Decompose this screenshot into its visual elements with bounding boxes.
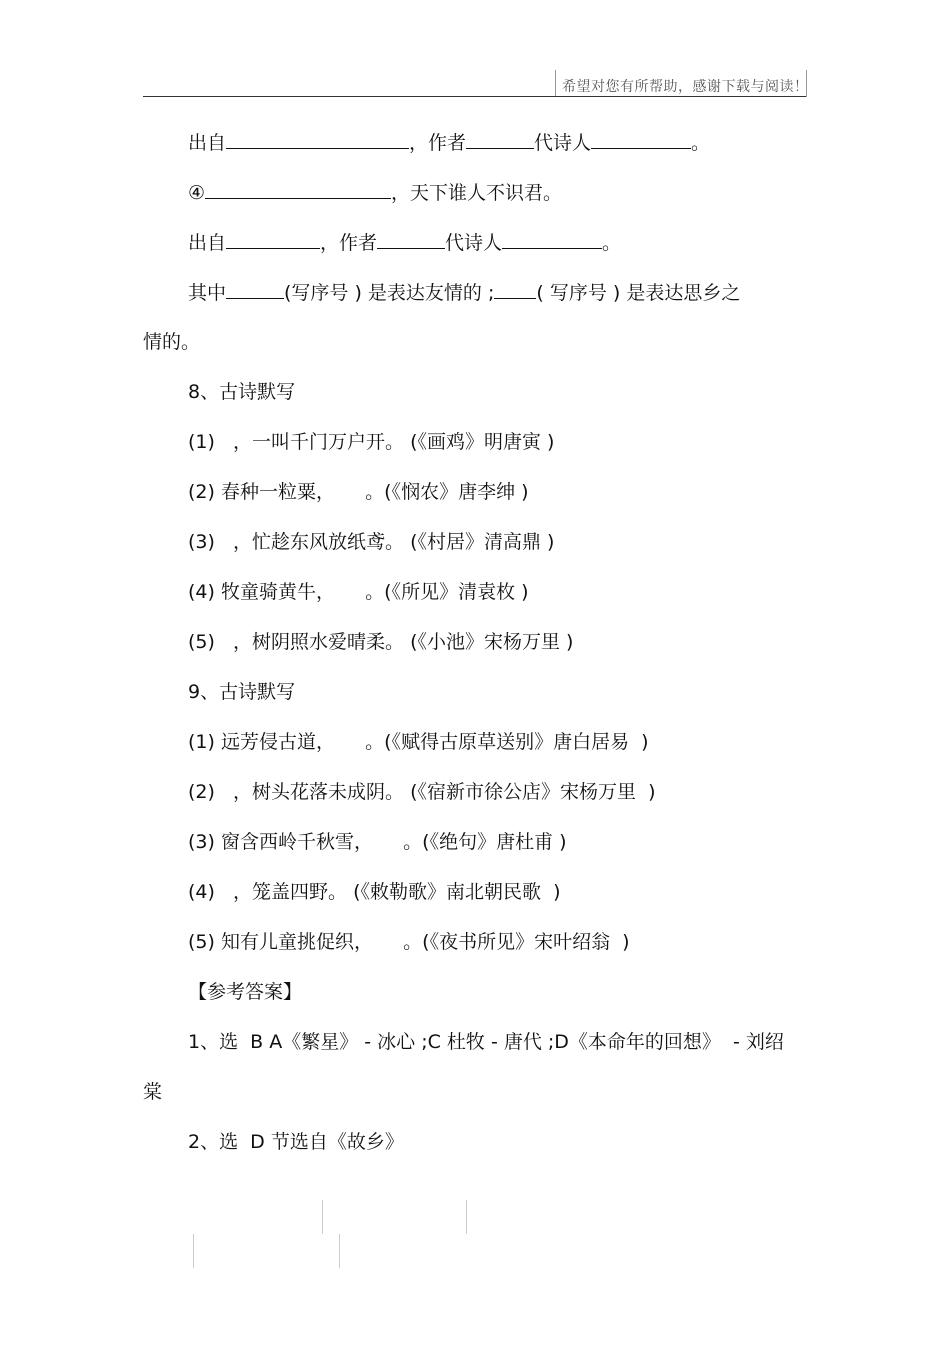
fill-line-4-b: (写序号 ) 是表达友情的 ;	[284, 282, 495, 304]
blank	[494, 280, 536, 299]
section8-item-1: (1) ，一叫千门万户开。 (《画鸡》明唐寅 )	[188, 431, 555, 453]
section8-title: 8、古诗默写	[188, 381, 296, 403]
fill-line-4-a: 其中	[188, 282, 227, 304]
fill-line-4-c: ( 写序号 ) 是表达思乡之	[536, 282, 741, 304]
blank	[502, 230, 602, 249]
fill-line-1-a: 出自	[188, 132, 227, 154]
fill-line-1	[188, 130, 710, 155]
answer-1-line-2: 棠	[143, 1081, 163, 1103]
fill-line-4	[188, 280, 740, 305]
fill-line-3-d: 。	[602, 232, 622, 254]
fill-line-2-a: ④	[188, 182, 206, 204]
header-rule	[143, 96, 806, 97]
fill-line-2-b: ，天下谁人不识君。	[391, 182, 563, 204]
blank	[377, 230, 445, 249]
decorative-line	[322, 1200, 323, 1234]
fill-line-1-d: 。	[691, 132, 711, 154]
section8-item-5: (5) ，树阴照水爱晴柔。 (《小池》宋杨万里 )	[188, 631, 574, 653]
answer-2: 2、选 D 节选自《故乡》	[188, 1131, 404, 1153]
fill-line-3-a: 出自	[188, 232, 227, 254]
fill-line-2	[188, 180, 562, 205]
blank	[591, 130, 691, 149]
fill-line-1-b: ，作者	[409, 132, 467, 154]
section9-item-1: (1) 远芳侵古道， 。(《赋得古原草送别》唐白居易 )	[188, 731, 649, 753]
section8-item-2: (2) 春种一粒粟， 。(《悯农》唐李绅 )	[188, 481, 529, 503]
decorative-line	[466, 1200, 467, 1234]
section8-item-3: (3) ，忙趁东风放纸鸢。 (《村居》清高鼎 )	[188, 531, 555, 553]
blank	[226, 130, 409, 149]
section9-item-5: (5) 知有儿童挑促织， 。(《夜书所见》宋叶绍翁 )	[188, 931, 630, 953]
decorative-line	[193, 1234, 194, 1268]
blank	[226, 280, 284, 299]
section9-item-2: (2) ，树头花落未成阴。 (《宿新市徐公店》宋杨万里 )	[188, 781, 656, 803]
fill-line-1-c: 代诗人	[534, 132, 592, 154]
blank	[226, 230, 320, 249]
fill-line-3-c: 代诗人	[445, 232, 503, 254]
fill-line-3-b: ，作者	[320, 232, 378, 254]
section9-item-4: (4) ，笼盖四野。 (《敕勒歌》南北朝民歌 )	[188, 881, 561, 903]
header-text: 希望对您有所帮助，感谢下载与阅读！	[562, 79, 809, 95]
fill-line-3	[188, 230, 621, 255]
answer-1-line-1: 1、选 B A《繁星》 - 冰心 ;C 杜牧 - 唐代 ;D《本命年的回想》 - 刘绍	[188, 1031, 784, 1053]
decorative-line	[339, 1234, 340, 1268]
fill-line-5: 情的。	[143, 331, 201, 353]
blank	[205, 180, 391, 199]
section9-title: 9、古诗默写	[188, 681, 296, 703]
answers-title: 【参考答案】	[188, 981, 303, 1003]
blank	[466, 130, 534, 149]
section9-item-3: (3) 窗含西岭千秋雪， 。(《绝句》唐杜甫 )	[188, 831, 567, 853]
section8-item-4: (4) 牧童骑黄牛， 。(《所见》清袁枚 )	[188, 581, 529, 603]
